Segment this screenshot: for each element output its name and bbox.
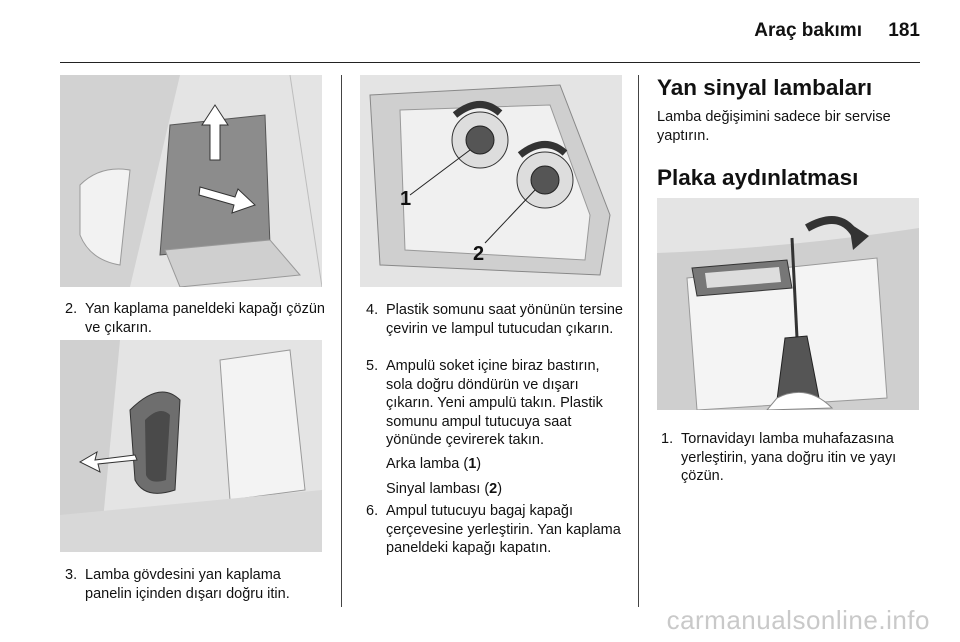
step-number: 5. — [366, 358, 379, 374]
step-number: 1. — [661, 431, 674, 447]
figure-lamp-housing-push — [60, 340, 322, 552]
callout-label-1: 1 — [400, 188, 412, 210]
note-text: ) — [476, 456, 482, 472]
note-rear-lamp — [386, 455, 481, 474]
step-number: 4. — [366, 302, 379, 318]
column-divider — [341, 75, 342, 607]
step-text: Plastik somunu saat yönünün tersine çevirin ve lampul tutucudan çıkarın. — [386, 302, 623, 337]
note-text: Sinyal lambası ( — [386, 481, 490, 497]
figure-side-panel-cover — [60, 75, 322, 287]
step-item — [65, 300, 327, 337]
heading-license-plate-lighting: Plaka aydınlatması — [657, 165, 859, 190]
step-text: Tornavidayı lamba muhafazasına yerleştirin, yana doğru itin ve yayı çözün. — [681, 431, 897, 484]
page-number: 181 — [888, 20, 920, 41]
heading-side-signal-lamps: Yan sinyal lambaları — [657, 75, 873, 100]
note-text: Arka lamba ( — [386, 456, 469, 472]
footer-watermark: carmanualsonline.info — [666, 605, 930, 635]
step-text: Ampulü soket içine biraz bastırın, sola doğru döndürün ve dışarı çıkarın. Yeni ampulü takın. Plastik somunu ampul tutucuya saat yönünde çevirerek takın. — [386, 358, 603, 448]
column-divider — [638, 75, 639, 607]
step-item — [661, 430, 929, 486]
bulb-holder-illustration — [360, 75, 622, 287]
step-text: Ampul tutucuyu bagaj kapağı çerçevesine yerleştirin. Yan kaplama paneldeki kapağı kapatın. — [386, 503, 621, 556]
step-number: 2. — [65, 301, 78, 317]
step-text: Yan kaplama paneldeki kapağı çözün ve çıkarın. — [85, 301, 325, 336]
lamp-housing-illustration — [60, 340, 322, 552]
figure-bulb-holder — [360, 75, 622, 287]
header-rule — [60, 62, 920, 63]
step-item — [366, 502, 628, 558]
step-item — [366, 357, 628, 450]
step-text: Lamba gövdesini yan kaplama panelin içinden dışarı doğru itin. — [85, 567, 290, 602]
side-panel-cover-illustration — [60, 75, 322, 287]
note-signal-lamp — [386, 480, 502, 499]
step-item — [366, 301, 628, 338]
step-number: 6. — [366, 503, 379, 519]
note-ref: 1 — [468, 456, 477, 472]
running-header-title: Araç bakımı — [754, 20, 862, 41]
note-ref: 2 — [489, 481, 498, 497]
step-item — [65, 566, 327, 603]
note-text: ) — [497, 481, 503, 497]
step-number: 3. — [65, 567, 78, 583]
figure-plate-lamp — [657, 198, 919, 410]
plate-lamp-illustration — [657, 198, 919, 410]
callout-label-2: 2 — [473, 243, 485, 265]
side-signal-paragraph: Lamba değişimini sadece bir servise yaptırın. — [657, 109, 891, 144]
